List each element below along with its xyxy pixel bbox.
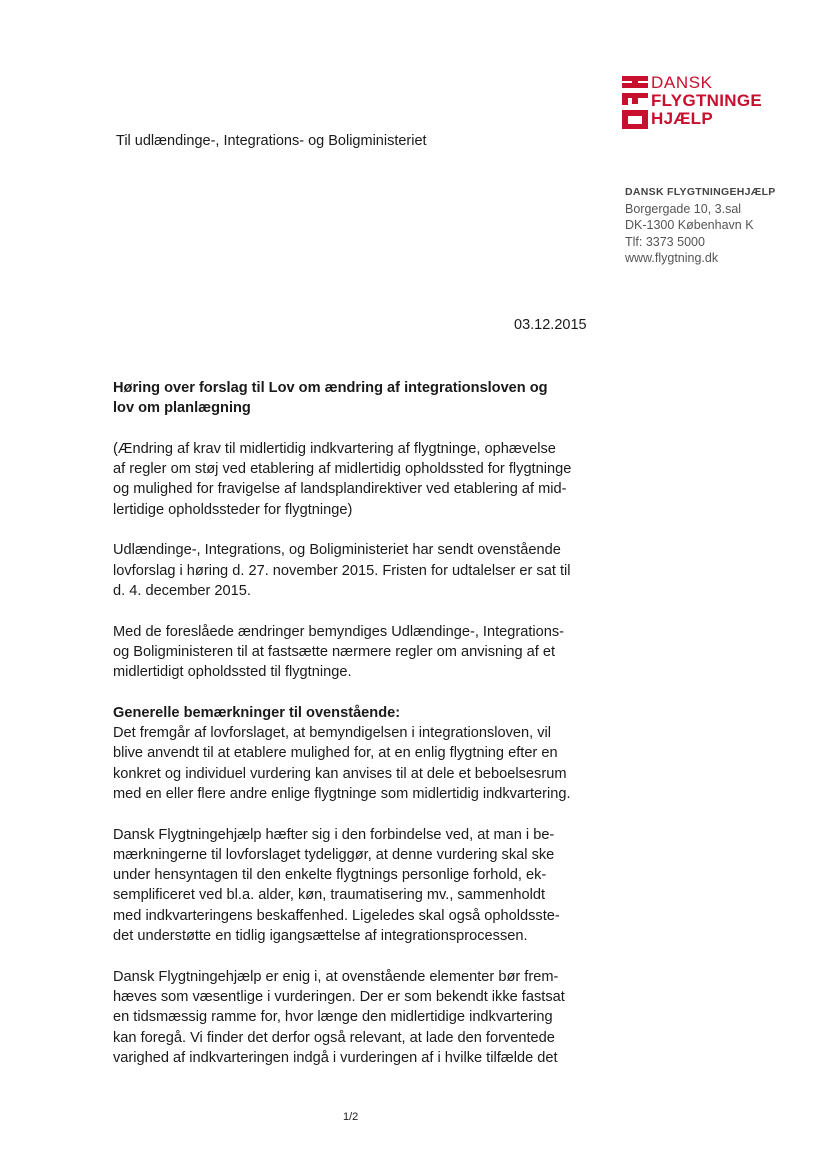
sender-address-block (625, 184, 776, 267)
paragraph-hearing-notice (113, 540, 603, 601)
text-line: og mulighed for fravigelse af landsplandirektiver ved etablering af mid- (113, 481, 567, 498)
text-line: under hensyntagen til den enkelte flygtnings personlige forhold, ek- (113, 867, 547, 884)
page-number: 1/2 (343, 1111, 359, 1123)
text-line: Det fremgår af lovforslaget, at bemyndigelsen i integrationsloven, vil (113, 725, 552, 742)
text-line: Dansk Flygtningehjælp er enig i, at ovenstående elementer bør frem- (113, 968, 559, 985)
logo-line-1: DANSK (651, 73, 713, 92)
title-line: Høring over forslag til Lov om ændring af integrationsloven og (113, 380, 548, 396)
text-line: semplificeret ved bl.a. alder, køn, traumatisering mv., sammenholdt (113, 887, 546, 904)
text-line: midlertidigt opholdssted til flygtninge. (113, 664, 352, 681)
text-line: det understøtte en tidlig igangsættelse af integrationsprocessen. (113, 928, 528, 945)
letter-date: 03.12.2015 (514, 317, 587, 333)
dfh-logo-mark-icon (620, 74, 650, 132)
letter-body (113, 378, 603, 1068)
text-line: konkret og individuel vurdering kan anvises til at dele et beboelsesrum (113, 765, 567, 782)
text-line: en tidsmæssig ramme for, hvor længe den midlertidige indkvartering (113, 1009, 553, 1026)
paragraph-amendment-summary (113, 439, 603, 520)
text-line: med en eller flere andre enlige flygtninge som midlertidig indkvartering. (113, 785, 571, 802)
sender-city: DK-1300 København K (625, 218, 754, 232)
paragraph-assessment (113, 825, 603, 947)
logo-line-3: HJÆLP (651, 109, 713, 128)
sender-org: DANSK FLYGTNINGEHJÆLP (625, 186, 776, 198)
sender-website: www.flygtning.dk (625, 251, 719, 265)
letter-title (113, 378, 603, 419)
paragraph-agreement (113, 967, 603, 1068)
text-line: hæves som væsentlige i vurderingen. Der er som bekendt ikke fastsat (113, 988, 565, 1005)
text-line: Udlændinge-, Integrations, og Boligministeriet har sendt ovenstående (113, 542, 561, 559)
text-line: blive anvendt til at etablere mulighed for, at en enlig flygtning efter en (113, 745, 558, 762)
text-line: kan foregå. Vi finder det derfor også relevant, at lade den forventede (113, 1029, 555, 1046)
text-line: af regler om støj ved etablering af midlertidig opholdssted for flygtninge (113, 461, 572, 478)
logo-wordmark (651, 74, 762, 128)
sender-phone: Tlf: 3373 5000 (625, 234, 705, 249)
text-line: lovforslag i høring d. 27. november 2015. Fristen for udtalelser er sat til (113, 562, 571, 579)
dfh-logo (620, 74, 790, 134)
logo-line-2: FLYGTNINGE (651, 91, 762, 110)
text-line: lertidige opholdssteder for flygtninge) (113, 501, 353, 518)
text-line: d. 4. december 2015. (113, 582, 251, 599)
text-line: og Boligministeren til at fastsætte nærmere regler om anvisning af et (113, 643, 556, 660)
text-line: mærkningerne til lovforslaget tydeliggør, at denne vurdering skal ske (113, 846, 555, 863)
sender-street: Borgergade 10, 3.sal (625, 201, 742, 216)
text-line: Dansk Flygtningehjælp hæfter sig i den forbindelse ved, at man i be- (113, 826, 555, 843)
text-line: Med de foreslåede ændringer bemyndiges Udlændinge-, Integrations- (113, 623, 565, 640)
recipient-line: Til udlændinge-, Integrations- og Boligministeriet (116, 133, 427, 149)
text-line: med indkvarteringens beskaffenhed. Ligeledes skal også opholdsste- (113, 907, 560, 924)
paragraph-general-remarks (113, 723, 603, 804)
section-heading: Generelle bemærkninger til ovenstående: (113, 704, 401, 721)
title-line: lov om planlægning (113, 400, 251, 417)
text-line: (Ændring af krav til midlertidig indkvartering af flygtninge, ophævelse (113, 440, 556, 457)
text-line: varighed af indkvarteringen indgå i vurderingen af i hvilke tilfælde det (113, 1049, 558, 1066)
paragraph-authorization (113, 622, 603, 683)
